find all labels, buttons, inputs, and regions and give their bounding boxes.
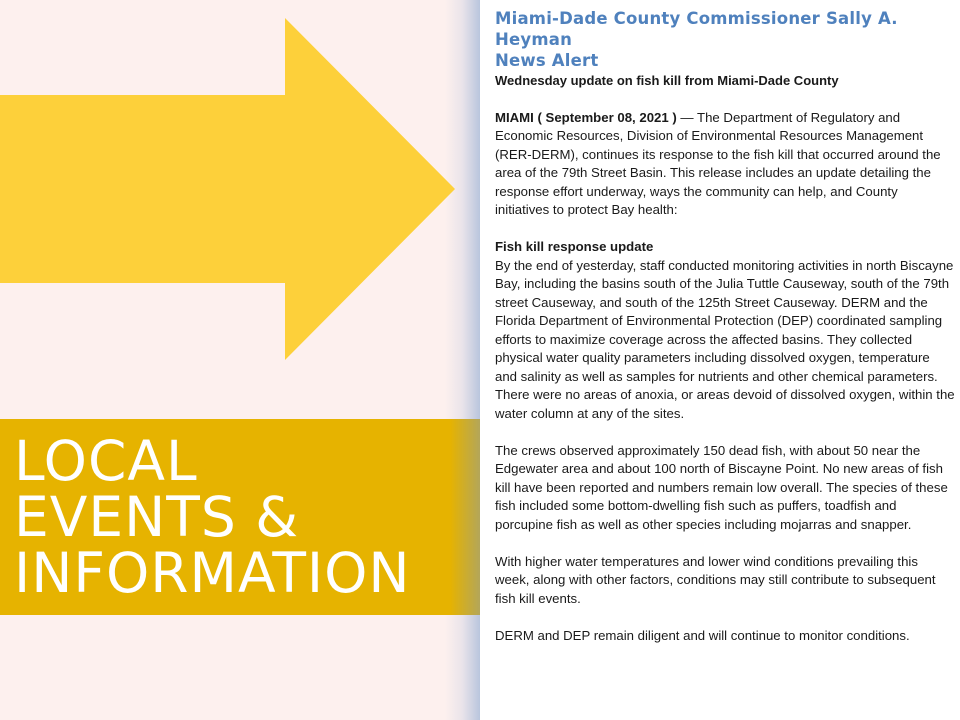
banner-line: INFORMATION bbox=[14, 541, 411, 605]
article-title bbox=[495, 8, 955, 71]
article-title-line: Miami-Dade County Commissioner Sally A. Heyman bbox=[495, 9, 898, 49]
arrow-graphic bbox=[0, 0, 460, 370]
paragraph: By the end of yesterday, staff conducted monitoring activities in north Biscayne Bay, including the basins south of the Julia Tuttle Causeway, south of the 79th street Causeway, and south of the 125th Street Causeway. DERM and the Florida Department of Environmental Protection (DEP) coordinated sampling efforts to maximize coverage across the affected basins. They collected physical water quality parameters including dissolved oxygen, temperature and salinity as well as samples for nutrients and other chemical parameters. There were no areas of anoxia, or areas devoid of dissolved oxygen, within the water column at any of the sites. bbox=[495, 257, 955, 421]
article-subtitle: Wednesday update on fish kill from Miami-Dade County bbox=[495, 73, 839, 88]
paragraph: The crews observed approximately 150 dead fish, with about 50 near the Edgewater area and about 100 north of Biscayne Point. No new areas of fish kill have been reported and numbers remain low overall. The species of these fish included some bottom-dwelling fish such as puffers, toadfish and porcupine fish as well as other species including mojarras and snapper. bbox=[495, 442, 948, 532]
paragraph: With higher water temperatures and lower wind conditions prevailing this week, along with other factors, conditions may still contribute to subsequent fish kill events. bbox=[495, 553, 936, 606]
banner-band bbox=[0, 419, 480, 615]
arrow-shape bbox=[0, 18, 455, 360]
response-section bbox=[495, 238, 955, 423]
banner-title bbox=[14, 429, 411, 605]
banner-line: EVENTS & bbox=[14, 485, 300, 549]
banner-line: LOCAL bbox=[14, 429, 198, 493]
intro-text: — The Department of Regulatory and Economic Resources, Division of Environmental Resources Management (RER-DERM), continues its response to the fish kill that occurred around the area of the 79th Street Basin. This release includes an update detailing the response effort underway, ways the community can help, and County initiatives to protect Bay health: bbox=[495, 109, 941, 217]
dateline: MIAMI ( September 08, 2021 ) bbox=[495, 109, 677, 125]
paragraph: DERM and DEP remain diligent and will continue to monitor conditions. bbox=[495, 627, 910, 643]
article-title-line: News Alert bbox=[495, 51, 599, 70]
section-heading: Fish kill response update bbox=[495, 239, 654, 254]
intro-paragraph bbox=[495, 109, 955, 220]
article bbox=[495, 8, 955, 645]
